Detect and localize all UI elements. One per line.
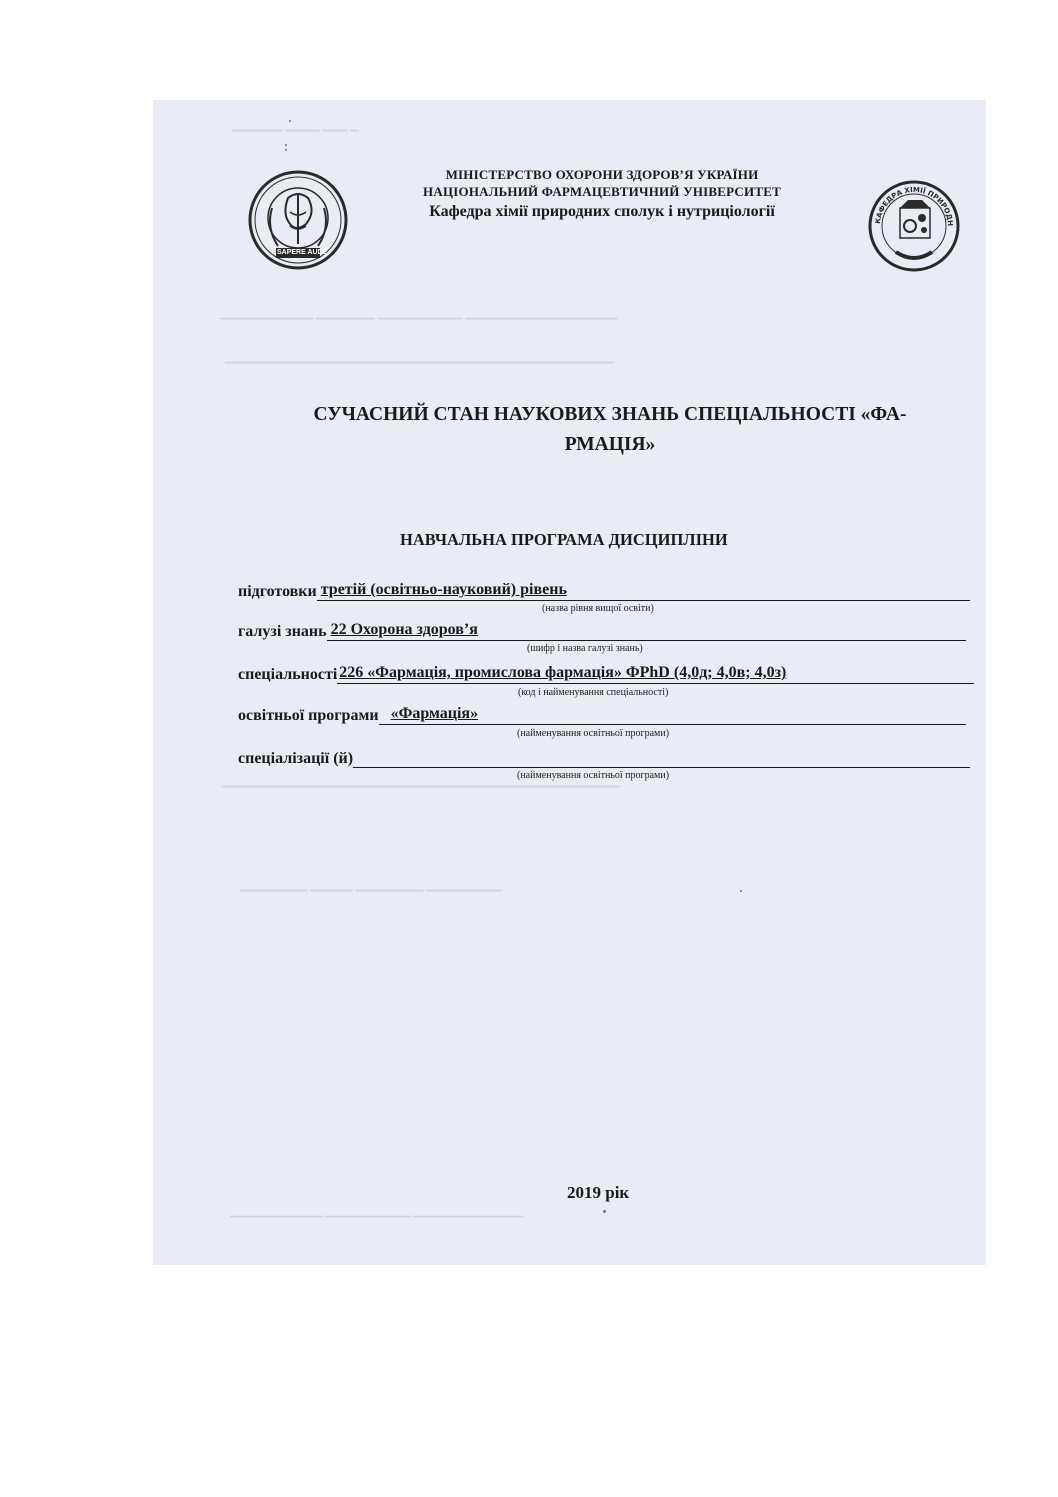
document-subtitle: НАВЧАЛЬНА ПРОГРАМА ДИСЦИПЛІНИ bbox=[400, 530, 728, 549]
title-line-1: СУЧАСНИЙ СТАН НАУКОВИХ ЗНАНЬ СПЕЦІАЛЬНОСТІ «ФА- bbox=[313, 404, 907, 425]
field-specialty bbox=[238, 662, 974, 684]
page-title bbox=[240, 400, 980, 460]
show-through-text: ▔▔▔▔▔▔ ▔▔▔▔ ▔▔▔ ▔ bbox=[232, 131, 359, 143]
field-branch bbox=[238, 619, 966, 641]
field-specialization-caption: (найменування освітньої програми) bbox=[517, 770, 670, 781]
field-specialization bbox=[238, 746, 970, 768]
field-specialization-label: спеціалізації (й) bbox=[238, 750, 354, 767]
university-name: НАЦІОНАЛЬНИЙ ФАРМАЦЕВТИЧНИЙ УНІВЕРСИТЕТ bbox=[423, 184, 781, 199]
field-level-label: підготовки bbox=[238, 583, 317, 600]
field-specialty-label: спеціальності bbox=[238, 666, 338, 683]
field-program-value: «Фармація» bbox=[390, 705, 479, 722]
document-header bbox=[352, 166, 852, 223]
ministry-name: МІНІСТЕРСТВО ОХОРОНИ ЗДОРОВ’Я УКРАЇНИ bbox=[445, 167, 759, 182]
field-branch-label: галузі знань bbox=[238, 623, 327, 640]
scan-speck bbox=[603, 1210, 606, 1213]
scan-speck bbox=[285, 149, 287, 151]
show-through-text: ▔▔▔▔▔▔▔▔ ▔▔▔▔▔ ▔▔▔▔▔▔▔▔ ▔▔▔▔▔▔▔▔▔ bbox=[240, 891, 503, 903]
scan-speck bbox=[740, 890, 742, 892]
field-level-caption: (назва рівня вищої освіти) bbox=[542, 603, 654, 614]
show-through-text: ▔▔▔▔▔▔▔▔▔▔▔▔▔▔▔▔▔▔▔▔▔▔▔▔▔▔▔▔▔▔▔▔▔▔▔▔▔▔▔▔▔▔▔▔▔▔ bbox=[225, 363, 615, 375]
field-branch-caption: (шифр і назва галузі знань) bbox=[527, 643, 643, 654]
emblem-ring-text: КАФЕДРА ХІМІЇ ПРИРОДН bbox=[873, 185, 955, 227]
field-specialization-value bbox=[353, 767, 970, 768]
department-name: Кафедра хімії природних сполук і нутриціології bbox=[429, 203, 775, 220]
title-line-2: РМАЦІЯ» bbox=[564, 434, 656, 455]
department-emblem-icon bbox=[866, 178, 962, 279]
field-level-value: третій (освітньо-науковий) рівень bbox=[320, 581, 567, 598]
show-through-text: ▔▔▔▔▔▔▔▔▔▔▔ ▔▔▔▔▔▔▔▔▔▔ ▔▔▔▔▔▔▔▔▔▔▔▔▔ bbox=[230, 1217, 524, 1229]
field-branch-value: 22 Охорона здоров’я bbox=[330, 621, 478, 638]
field-specialty-value: 226 «Фармація, промислова фармація» ФPhD (4,0д; 4,0в; 4,0з) bbox=[339, 664, 787, 681]
scan-speck bbox=[285, 144, 287, 146]
field-program-caption: (найменування освітньої програми) bbox=[517, 728, 670, 739]
emblem-motto: SAPERE AUDE bbox=[277, 249, 328, 256]
field-program-label: освітньої програми bbox=[238, 707, 379, 724]
document-year: 2019 рік bbox=[567, 1183, 630, 1202]
show-through-text: ▔▔▔▔▔▔▔▔▔▔▔ ▔▔▔▔▔▔▔ ▔▔▔▔▔▔▔▔▔▔ ▔▔▔▔▔▔▔▔▔▔▔▔▔▔▔▔▔▔ bbox=[220, 319, 618, 331]
scan-speck bbox=[289, 120, 291, 122]
show-through-text: ▔▔▔▔▔▔▔▔▔▔▔▔▔▔▔▔▔▔▔▔▔▔▔▔▔▔▔▔▔▔▔▔▔▔▔▔▔▔▔▔▔▔▔▔▔▔▔ bbox=[222, 787, 620, 799]
university-emblem-icon bbox=[246, 168, 350, 277]
field-program bbox=[238, 703, 966, 725]
field-specialty-caption: (код і найменування спеціальності) bbox=[518, 687, 669, 698]
field-level bbox=[238, 579, 970, 601]
